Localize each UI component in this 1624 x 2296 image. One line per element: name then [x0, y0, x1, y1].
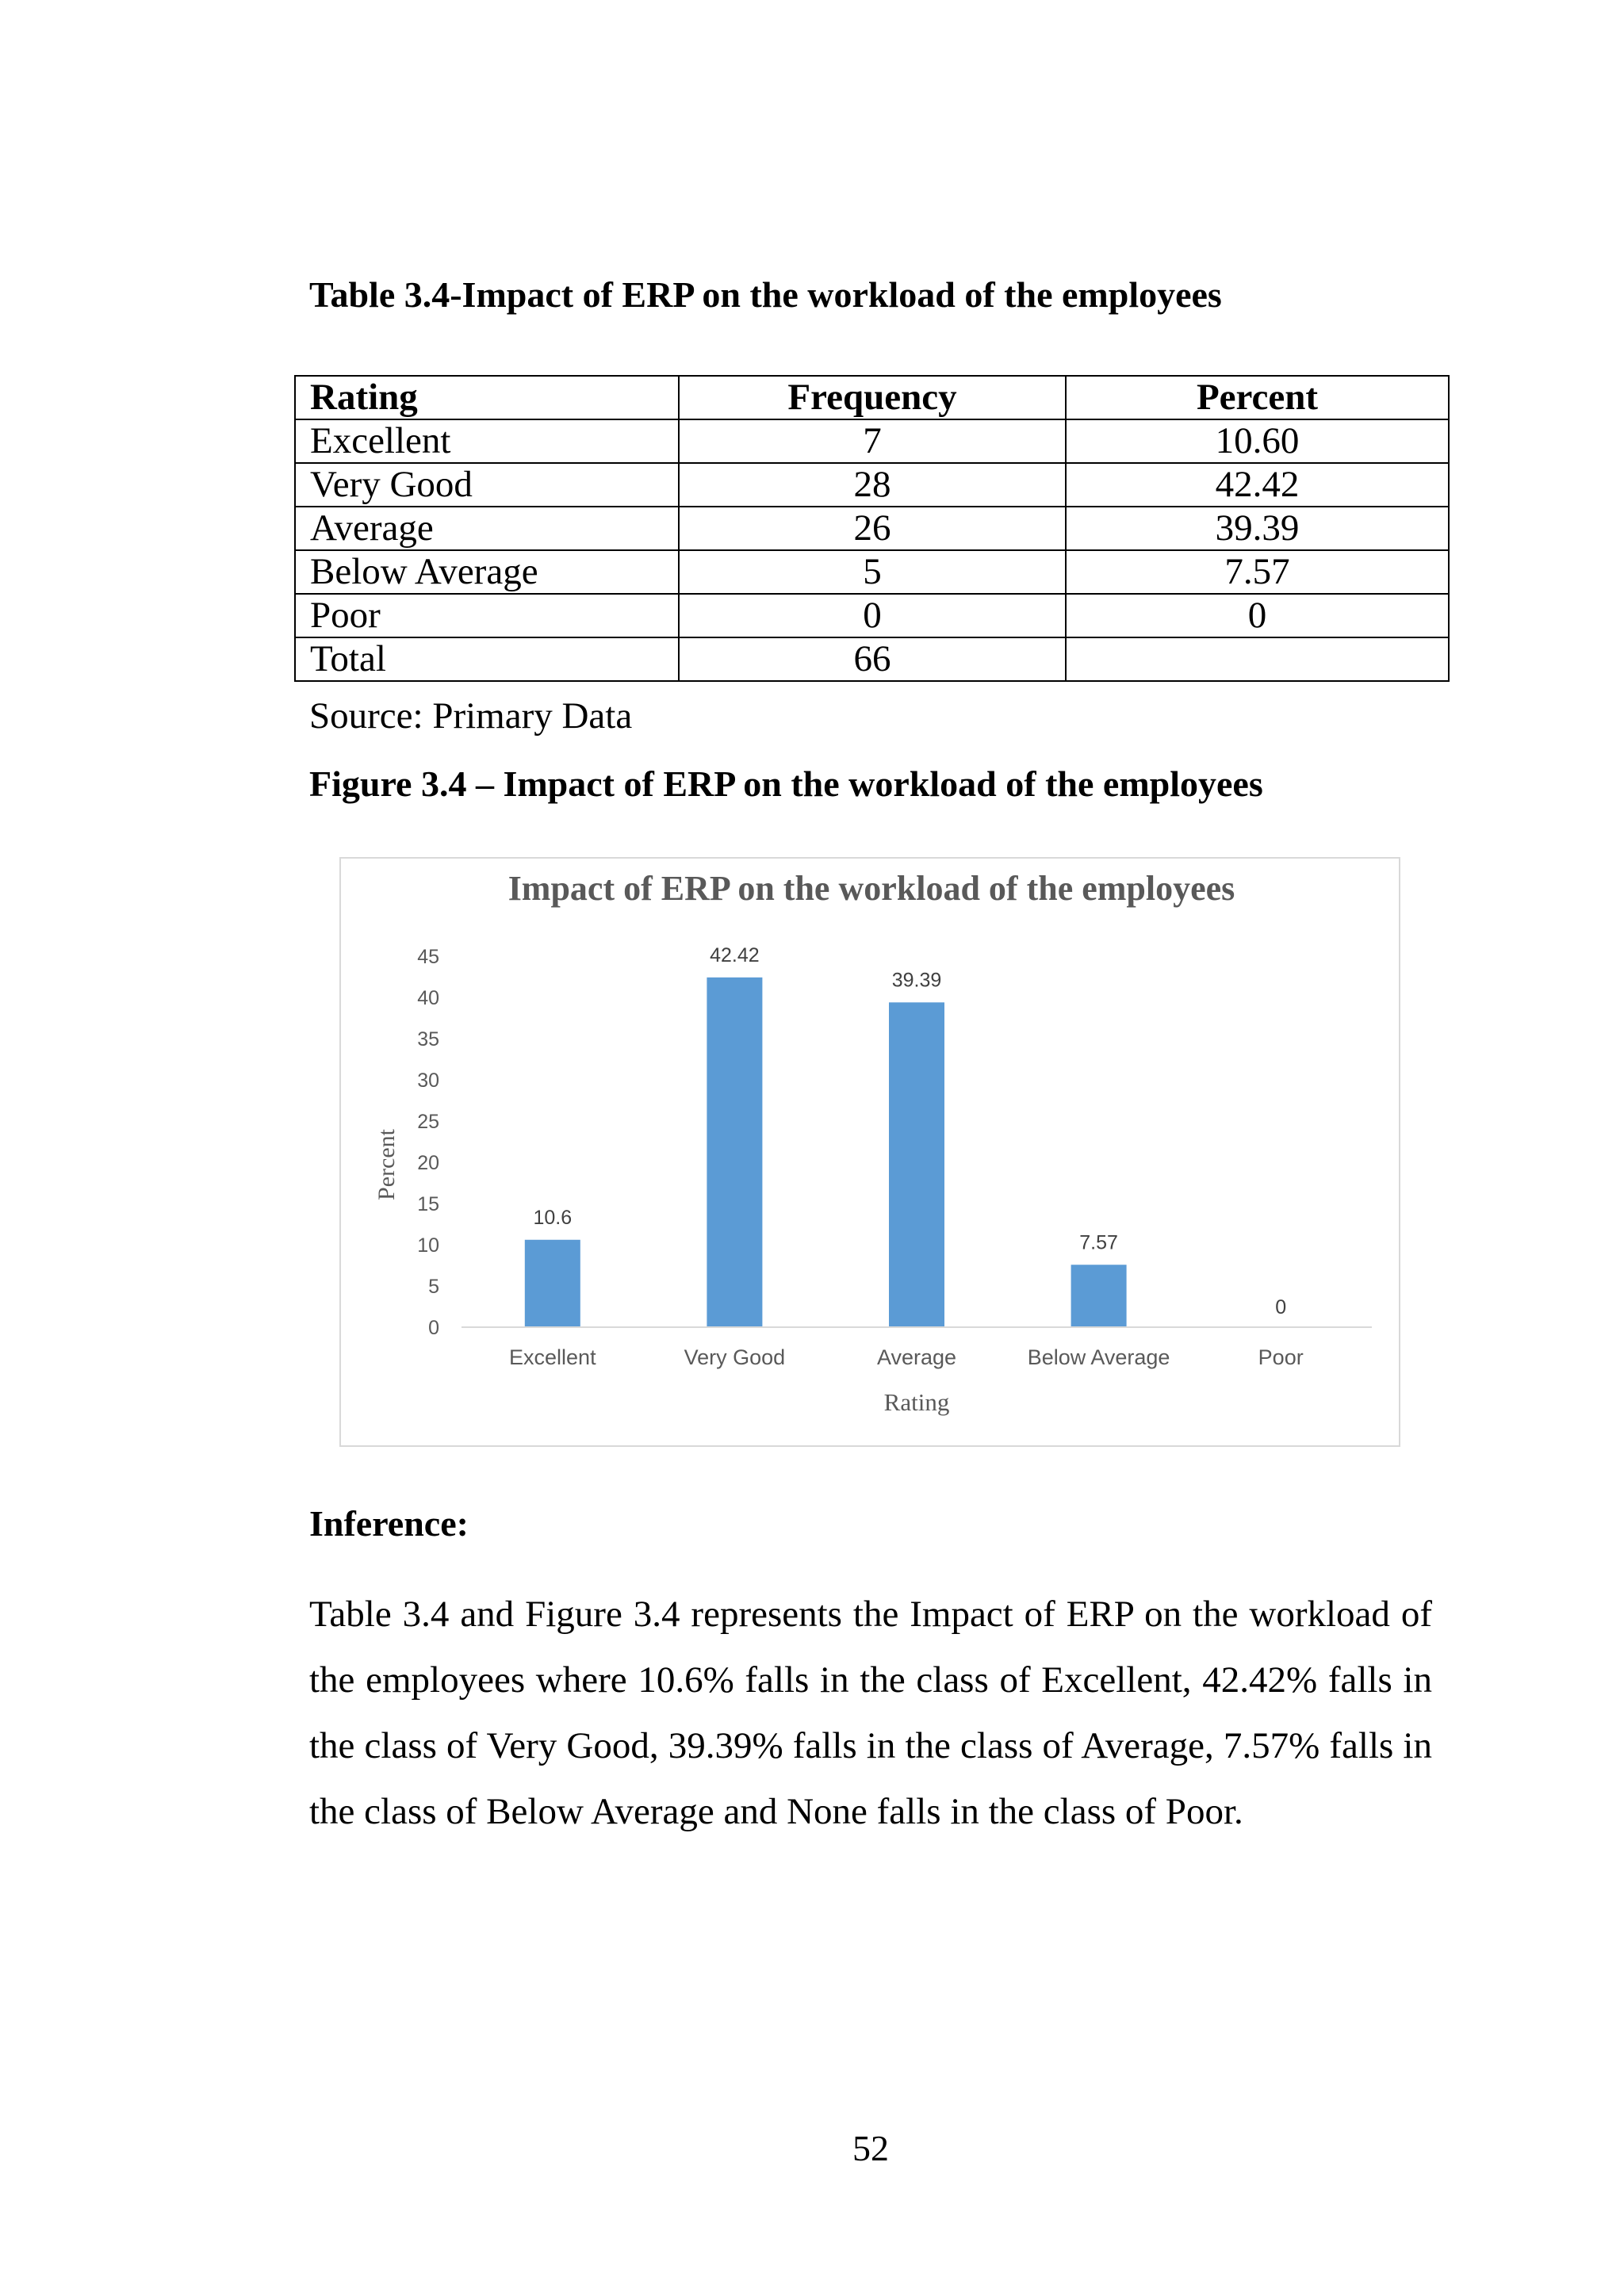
- x-tick-label: Poor: [1258, 1345, 1304, 1369]
- y-tick-label: 15: [417, 1193, 439, 1215]
- y-tick-label: 40: [417, 987, 439, 1009]
- inference-heading: Inference:: [309, 1503, 469, 1544]
- table-row: [295, 550, 1449, 594]
- table-row: [295, 507, 1449, 550]
- y-tick-label: 5: [428, 1276, 439, 1298]
- table-row: [295, 419, 1449, 463]
- x-tick-label: Very Good: [684, 1345, 786, 1369]
- bar: [707, 978, 762, 1327]
- x-tick-label: Average: [876, 1345, 957, 1369]
- rating-cell: Excellent: [295, 419, 679, 463]
- y-tick-label: 25: [417, 1111, 439, 1133]
- table-row: [295, 463, 1449, 507]
- percent-cell: 7.57: [1066, 550, 1449, 594]
- table-header-row: [295, 376, 1449, 419]
- y-tick-label: 30: [417, 1070, 439, 1092]
- rating-cell: Very Good: [295, 463, 679, 507]
- total-percent-cell: [1066, 637, 1449, 681]
- ratings-table: [294, 375, 1450, 682]
- y-axis-label: Percent: [373, 1129, 400, 1200]
- x-axis-label: Rating: [883, 1388, 950, 1416]
- x-tick-labels: [509, 1345, 1304, 1369]
- bar-value-label: 7.57: [1079, 1231, 1118, 1254]
- frequency-cell: 0: [679, 594, 1066, 637]
- frequency-cell: 7: [679, 419, 1066, 463]
- x-tick-label: Below Average: [1027, 1345, 1170, 1369]
- frequency-cell: 26: [679, 507, 1066, 550]
- bar-value-label: 0: [1275, 1296, 1287, 1318]
- percent-cell: 0: [1066, 594, 1449, 637]
- header-percent: Percent: [1066, 376, 1449, 419]
- inference-paragraph: Table 3.4 and Figure 3.4 represents the Impact of ERP on the workload of the employees where 10.6% falls in the class of Excellent, 42.42% falls in the class of Very Good, 39.39% falls in the class of Average, 7.57% falls in the class of Below Average and None falls in the class of Poor.: [309, 1594, 1432, 1832]
- rating-cell: Below Average: [295, 550, 679, 594]
- bar-chart: [339, 857, 1400, 1447]
- header-rating: Rating: [295, 376, 679, 419]
- bar-series: [525, 978, 1127, 1327]
- y-tick-label: 35: [417, 1028, 439, 1050]
- total-label-cell: Total: [295, 637, 679, 681]
- chart-canvas: [341, 859, 1402, 1448]
- chart-title: Impact of ERP on the workload of the employees: [508, 869, 1235, 908]
- percent-cell: 42.42: [1066, 463, 1449, 507]
- y-tick-label: 20: [417, 1152, 439, 1174]
- y-tick-labels: [417, 946, 439, 1339]
- x-tick-label: Excellent: [509, 1345, 596, 1369]
- table-title: Table 3.4-Impact of ERP on the workload of the employees: [309, 274, 1222, 315]
- total-frequency-cell: 66: [679, 637, 1066, 681]
- bar-value-label: 39.39: [891, 969, 942, 992]
- table-total-row: [295, 637, 1449, 681]
- page-number: 52: [852, 2128, 889, 2168]
- percent-cell: 39.39: [1066, 507, 1449, 550]
- bar: [525, 1240, 580, 1327]
- rating-cell: Poor: [295, 594, 679, 637]
- frequency-cell: 5: [679, 550, 1066, 594]
- source-note: Source: Primary Data: [309, 695, 633, 737]
- header-frequency: Frequency: [679, 376, 1066, 419]
- percent-cell: 10.60: [1066, 419, 1449, 463]
- bar: [1071, 1265, 1127, 1327]
- bar-value-label: 42.42: [710, 943, 760, 966]
- bar: [889, 1002, 944, 1327]
- y-tick-label: 0: [428, 1317, 439, 1339]
- figure-title: Figure 3.4 – Impact of ERP on the workload of the employees: [309, 763, 1263, 804]
- y-tick-label: 45: [417, 946, 439, 968]
- y-tick-label: 10: [417, 1234, 439, 1257]
- rating-cell: Average: [295, 507, 679, 550]
- bar-value-label: 10.6: [533, 1206, 573, 1229]
- frequency-cell: 28: [679, 463, 1066, 507]
- table-row: [295, 594, 1449, 637]
